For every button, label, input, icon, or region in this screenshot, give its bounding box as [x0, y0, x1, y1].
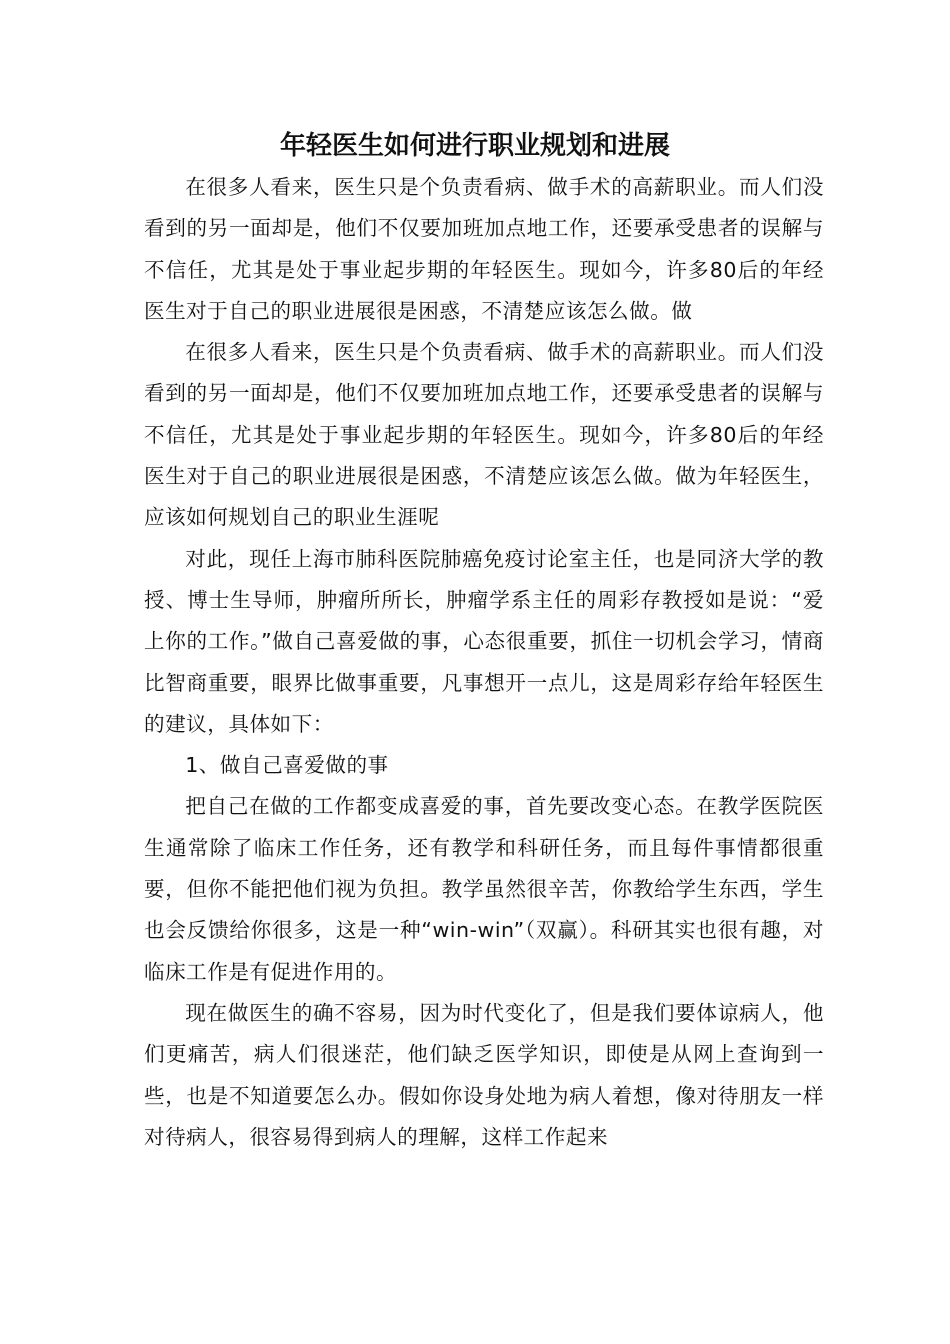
document-title: 年轻医生如何进行职业规划和进展 — [279, 131, 670, 161]
paragraph-1: 在很多人看来，医生只是个负责看病、做手术的高薪职业。而人们没看到的另一面却是，他们不仅要加班加点地工作，还要承受患者的误解与不信任，尤其是处于事业起步期的年轻医生。现如今，许多80后的年经医生对于自己的职业进展很是困惑，不清楚应该怎么做。做 — [144, 175, 824, 323]
paragraph-2: 在很多人看来，医生只是个负责看病、做手术的高薪职业。而人们没看到的另一面却是，他们不仅要加班加点地工作，还要承受患者的误解与不信任，尤其是处于事业起步期的年轻医生。现如今，许多80后的年经医生对于自己的职业进展很是困惑，不清楚应该怎么做。做为年轻医生，应该如何规划自己的职业生涯呢 — [144, 340, 824, 530]
document-body — [144, 167, 824, 1158]
section-heading-1: 1、做自己喜爱做的事 — [185, 753, 389, 778]
paragraph-5: 现在做医生的确不容易，因为时代变化了，但是我们要体谅病人，他们更痛苦，病人们很迷茫，他们缺乏医学知识，即使是从网上查询到一些，也是不知道要怎么办。假如你设身处地为病人着想，像对待朋友一样对待病人，很容易得到病人的理解，这样工作起来 — [144, 1000, 824, 1149]
paragraph-3: 对此，现任上海市肺科医院肺癌免疫讨论室主任，也是同济大学的教授、博士生导师，肿瘤所所长，肿瘤学系主任的周彩存教授如是说：“爱上你的工作。”做自己喜爱做的事，心态很重要，抓住一切机会学习，情商比智商重要，眼界比做事重要，凡事想开一点儿，这是周彩存给年轻医生的建议，具体如下： — [144, 546, 824, 736]
paragraph-4: 把自己在做的工作都变成喜爱的事，首先要改变心态。在教学医院医生通常除了临床工作任务，还有教学和科研任务，而且每件事情都很重要，但你不能把他们视为负担。教学虽然很辛苦，你教给学生东西，学生也会反馈给你很多，这是一种“win-win”（双赢）。科研其实也很有趣，对临床工作是有促进作用的。 — [144, 794, 824, 984]
